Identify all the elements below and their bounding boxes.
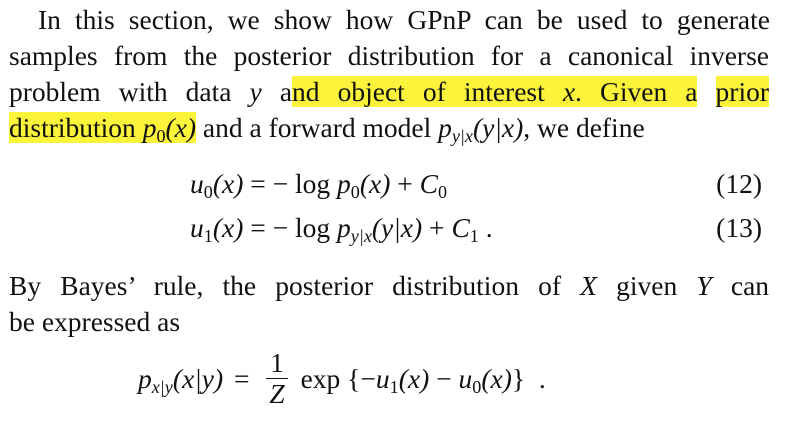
forward-model-term: $p_{y|x}(y|x)$	[438, 112, 524, 147]
highlight-1: nd object of interest x. Given a	[292, 76, 698, 107]
variable-X: X	[580, 270, 597, 301]
highlight-3: distribution $p_0(x)$	[9, 112, 197, 147]
text-segment: and object of interest x. Given a	[279, 76, 698, 107]
paragraph2-line1: By Bayes’ rule, the posterior distribution of X given Y can	[9, 270, 770, 301]
paragraph1-line1: In this section, we show how GPnP can be used to generate	[38, 4, 770, 35]
text-segment: and a forward model	[202, 112, 432, 143]
highlight-2: prior	[715, 76, 769, 107]
paragraph1-line4	[9, 110, 769, 146]
text-segment: , we define	[523, 112, 645, 143]
paragraph1-line3	[9, 74, 769, 110]
equation-12: $u_0(x)$ = − $\log p_0(x) + C_0$	[190, 168, 448, 203]
paragraph1-line2: samples from the posterior distribution for a canonical inverse	[9, 40, 769, 71]
equation-13: $u_1(x)$ = − $\log p_{y|x}(y|x) + C_1$ .	[190, 212, 493, 247]
variable-x: x	[562, 76, 576, 107]
fraction-one-over-Z: $\frac{1}{Z}$	[266, 348, 287, 409]
variable-Y: Y	[696, 270, 712, 301]
equation-number-12: (12)	[716, 168, 762, 199]
variable-y: y	[249, 76, 262, 107]
equation-number-13: (13)	[716, 212, 762, 243]
posterior-equation: $p_{x|y}(x|y)$ = $\frac{1}{Z}$ $\exp \{-u_1(x) - u_0(x)\}$ .	[138, 347, 546, 409]
paragraph2-line2: be expressed as	[9, 306, 181, 337]
text-segment: problem with data	[9, 76, 232, 107]
